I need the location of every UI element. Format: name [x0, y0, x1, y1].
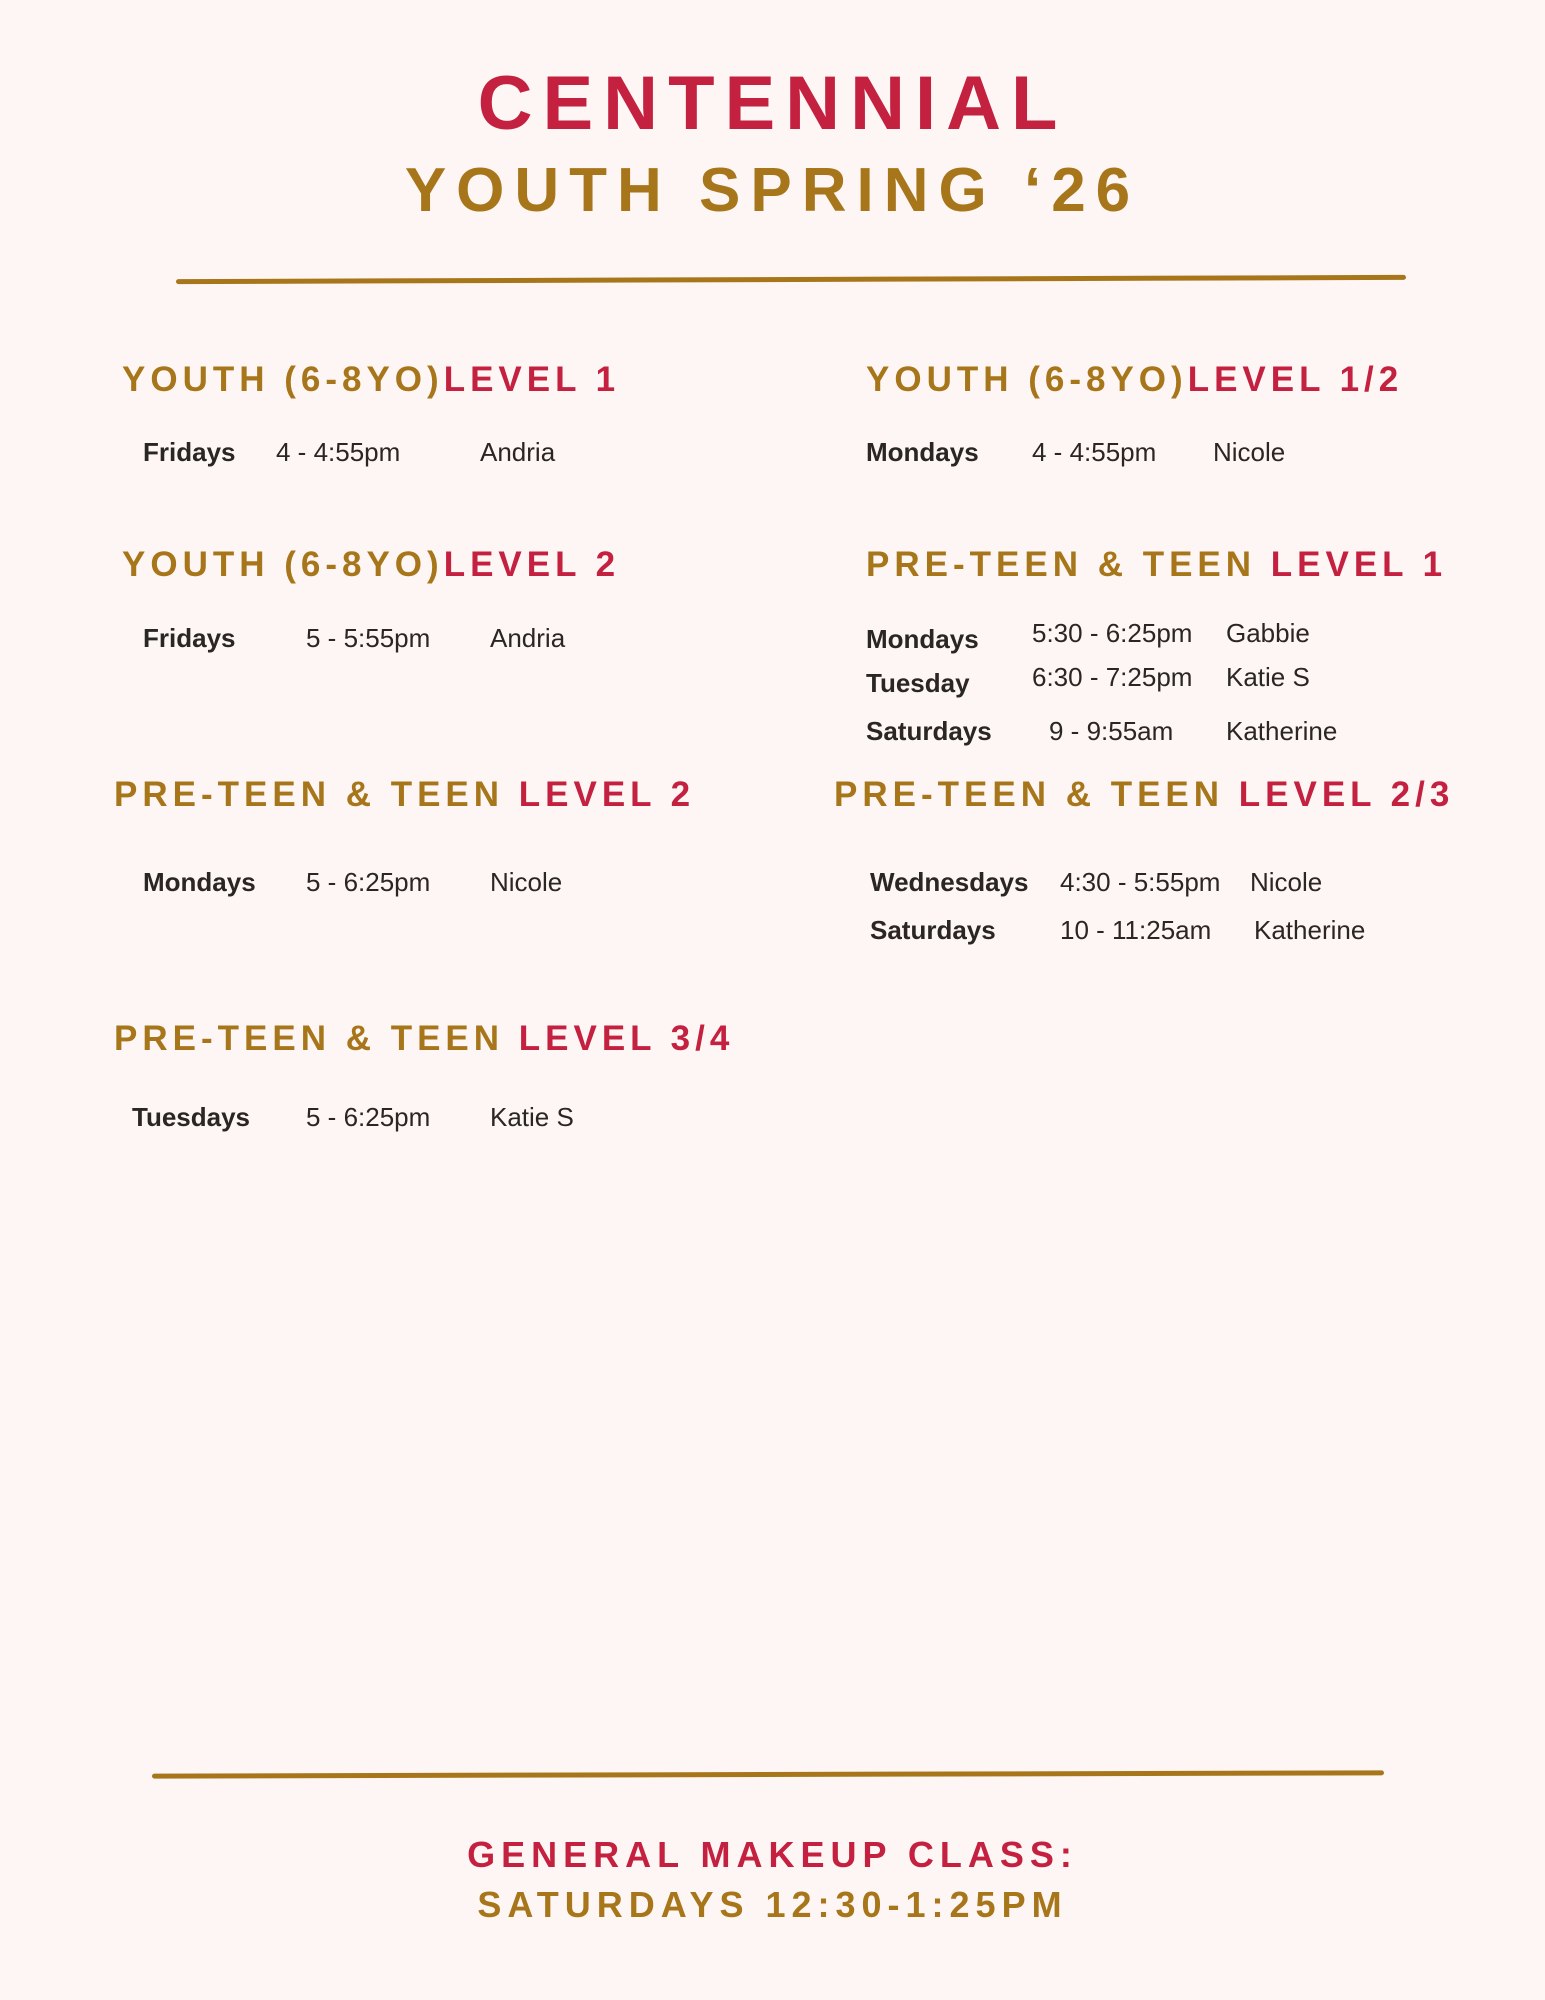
schedule-instructor: Nicole: [1213, 437, 1286, 467]
section-heading-level: LEVEL 3/4: [518, 1019, 735, 1058]
section-heading-level: LEVEL 2: [518, 775, 696, 814]
schedule-day: Saturdays: [870, 915, 996, 945]
schedule-day: Wednesdays: [870, 867, 1029, 897]
section-heading-level: LEVEL 1/2: [1187, 360, 1404, 399]
schedule-instructor: Nicole: [1250, 867, 1323, 897]
schedule-instructor: Gabbie: [1226, 618, 1310, 648]
section-heading-preteen-level-2: [114, 775, 695, 815]
section-heading-prefix: PRE-TEEN & TEEN: [866, 545, 1271, 584]
section-heading-youth-level-1-2: [866, 360, 1403, 400]
section-heading-prefix: PRE-TEEN & TEEN: [114, 1019, 519, 1058]
schedule-time: 4 - 4:55pm: [276, 437, 401, 467]
schedule-instructor: Katherine: [1254, 915, 1366, 945]
schedule-time: 10 - 11:25am: [1060, 915, 1212, 945]
page-subtitle: YOUTH SPRING ‘26: [404, 156, 1141, 225]
schedule-time: 9 - 9:55am: [1049, 716, 1174, 746]
schedule-day: Tuesdays: [132, 1102, 251, 1132]
section-heading-level: LEVEL 1: [1270, 545, 1448, 584]
section-heading-preteen-level-3-4: [114, 1019, 734, 1059]
section-heading-prefix: PRE-TEEN & TEEN: [114, 775, 519, 814]
schedule-day: Saturdays: [866, 716, 992, 746]
section-heading-prefix: PRE-TEEN & TEEN: [834, 775, 1239, 814]
section-heading-preteen-level-2-3: [834, 775, 1454, 815]
schedule-day: Mondays: [866, 624, 979, 654]
schedule-day: Fridays: [143, 437, 236, 467]
section-heading-prefix: YOUTH (6-8YO): [866, 360, 1188, 399]
section-heading-youth-level-2: [122, 545, 620, 585]
schedule-day: Tuesday: [866, 668, 970, 698]
section-heading-prefix: YOUTH (6-8YO): [122, 360, 444, 399]
schedule-instructor: Katherine: [1226, 716, 1338, 746]
section-heading-level: LEVEL 2/3: [1238, 775, 1455, 814]
schedule-time: 4:30 - 5:55pm: [1060, 867, 1221, 897]
schedule-instructor: Andria: [480, 437, 556, 467]
schedule-time: 5 - 6:25pm: [306, 1102, 431, 1132]
schedule-time: 5:30 - 6:25pm: [1032, 618, 1193, 648]
schedule-day: Mondays: [143, 867, 256, 897]
section-heading-prefix: YOUTH (6-8YO): [122, 545, 444, 584]
schedule-instructor: Andria: [490, 623, 566, 653]
section-heading-preteen-level-1: [866, 545, 1447, 585]
footer-line-2: SATURDAYS 12:30-1:25PM: [477, 1884, 1068, 1925]
bottom-divider: [152, 1770, 1384, 1778]
schedule-day: Mondays: [866, 437, 979, 467]
schedule-time: 4 - 4:55pm: [1032, 437, 1157, 467]
schedule-time: 6:30 - 7:25pm: [1032, 662, 1193, 692]
footer-line-1: GENERAL MAKEUP CLASS:: [467, 1834, 1078, 1875]
section-heading-level: LEVEL 2: [443, 545, 621, 584]
section-heading-level: LEVEL 1: [443, 360, 621, 399]
schedule-instructor: Katie S: [490, 1102, 574, 1132]
page-title: CENTENNIAL: [477, 61, 1068, 146]
schedule-time: 5 - 5:55pm: [306, 623, 431, 653]
schedule-instructor: Nicole: [490, 867, 563, 897]
schedule-instructor: Katie S: [1226, 662, 1310, 692]
top-divider: [176, 275, 1406, 284]
schedule-day: Fridays: [143, 623, 236, 653]
section-heading-youth-level-1: [122, 360, 620, 400]
schedule-time: 5 - 6:25pm: [306, 867, 431, 897]
